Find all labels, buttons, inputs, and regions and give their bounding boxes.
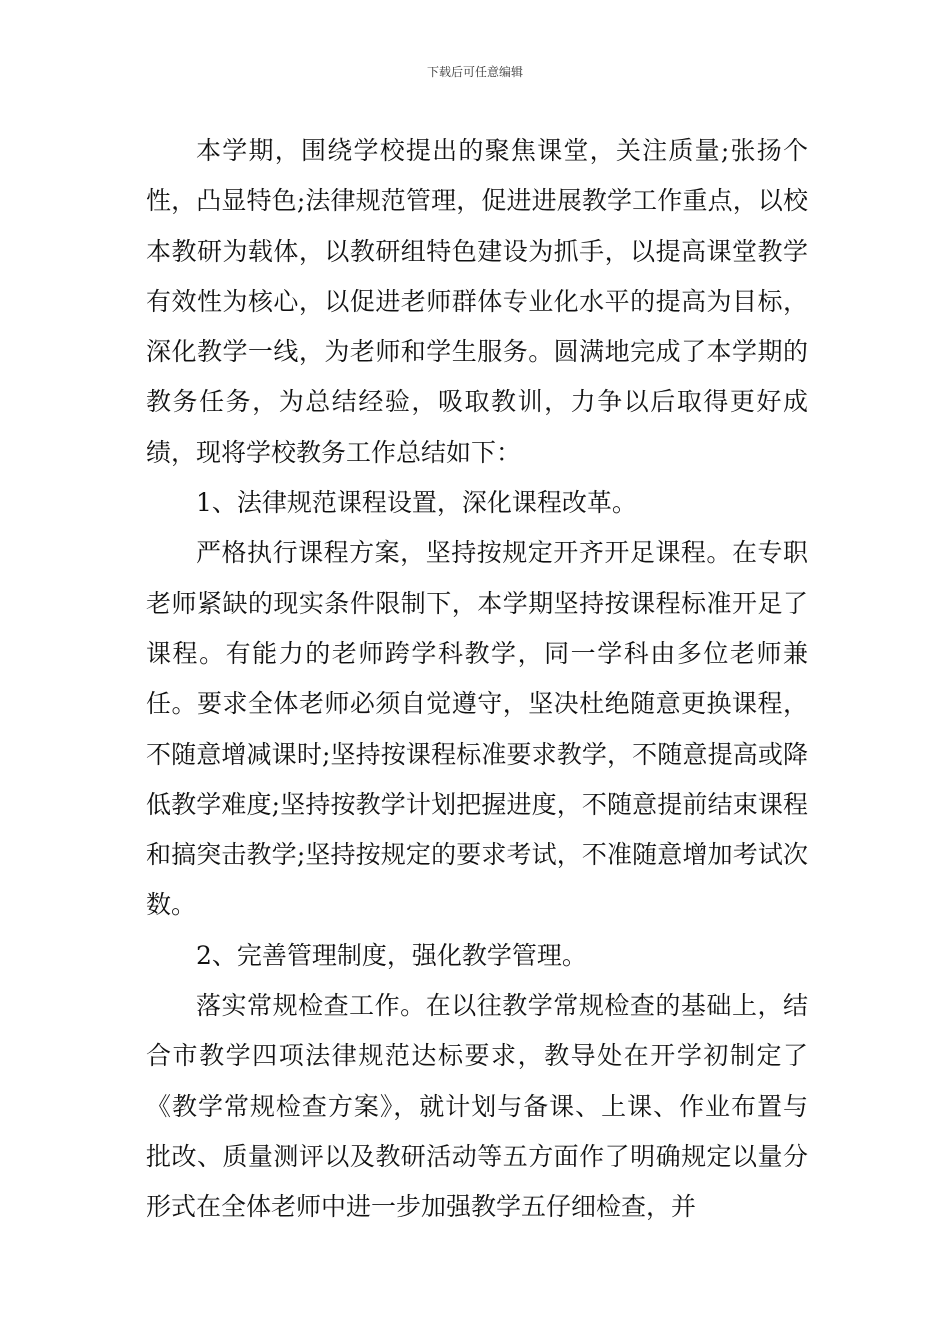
paragraph-curriculum: 严格执行课程方案，坚持按规定开齐开足课程。在专职老师紧缺的现实条件限制下，本学期坚持按课程标准开足了课程。有能力的老师跨学科教学，同一学科由多位老师兼任。要求全体老师必须自觉遵守，坚决杜绝随意更换课程，不随意增减课时;坚持按课程标准要求教学，不随意提高或降低教学难度;坚持按教学计划把握进度，不随意提前结束课程和搞突击教学;坚持按规定的要求考试，不准随意增加考试次数。 — [146, 538, 808, 920]
paragraph-management: 落实常规检查工作。在以往教学常规检查的基础上，结合市教学四项法律规范达标要求，教导处在开学初制定了《教学常规检查方案》，就计划与备课、上课、作业布置与批改、质量测评以及教研活动等五方面作了明确规定以量分形式在全体老师中进一步加强教学五仔细检查，并 — [146, 991, 808, 1222]
section-heading-1: 1、法律规范课程设置，深化课程改革。 — [196, 488, 637, 518]
section-heading-2: 2、完善管理制度，强化教学管理。 — [196, 940, 587, 970]
page-header: 下载后可任意编辑 — [426, 65, 523, 79]
document-body — [146, 126, 808, 1233]
paragraph-intro: 本学期，围绕学校提出的聚焦课堂，关注质量;张扬个性，凸显特色;法律规范管理，促进进展教学工作重点，以校本教研为载体，以教研组特色建设为抓手，以提高课堂教学有效性为核心，以促进老师群体专业化水平的提高为目标，深化教学一线，为老师和学生服务。圆满地完成了本学期的教务任务，为总结经验，吸取教训，力争以后取得更好成绩，现将学校教务工作总结如下： — [146, 136, 808, 467]
